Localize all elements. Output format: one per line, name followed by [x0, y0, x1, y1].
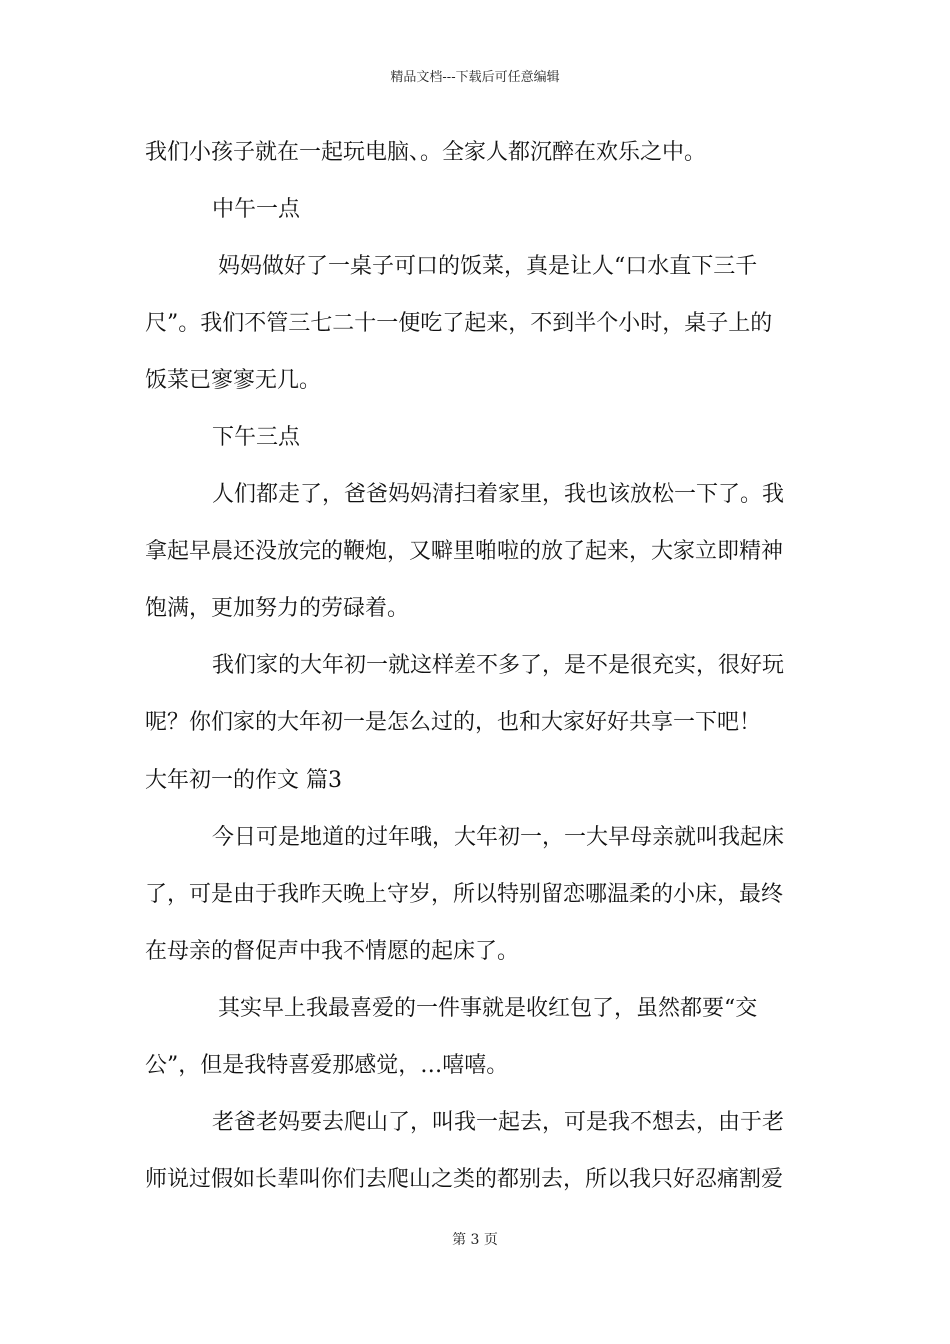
page-header: 精品文档---下载后可任意编辑: [390, 70, 560, 85]
body-line: 饭菜已寥寥无几。: [145, 368, 322, 393]
body-line: 公”，但是我特喜爱那感觉，…嘻嘻。: [145, 1053, 509, 1078]
body-line: 呢？你们家的大年初一是怎么过的，也和大家好好共享一下吧！: [145, 710, 762, 735]
body-line: 尺”。我们不管三七二十一便吃了起来，不到半个小时，桌子上的: [145, 311, 773, 336]
body-line: 了，可是由于我昨天晚上守岁，所以特别留恋哪温柔的小床，最终: [145, 882, 784, 907]
body-line: 今日可是地道的过年哦，大年初一，一大早母亲就叫我起床: [212, 825, 785, 850]
body-line: 饱满，更加努力的劳碌着。: [145, 596, 410, 621]
page-number: 第 3 页: [452, 1232, 498, 1248]
article-title: 大年初一的作文 篇3: [145, 768, 342, 793]
body-line: 在母亲的督促声中我不情愿的起床了。: [145, 939, 520, 964]
body-line: 人们都走了，爸爸妈妈清扫着家里，我也该放松一下了。我: [212, 482, 785, 507]
body-line: 我们小孩子就在一起玩电脑、。全家人都沉醉在欢乐之中。: [145, 140, 707, 165]
section-heading-noon: 中午一点: [212, 197, 301, 222]
body-line: 老爸老妈要去爬山了，叫我一起去，可是我不想去，由于老: [212, 1110, 785, 1135]
body-line: 拿起早晨还没放完的鞭炮，又噼里啪啦的放了起来，大家立即精神: [145, 539, 784, 564]
body-line: 我们家的大年初一就这样差不多了，是不是很充实，很好玩: [212, 653, 785, 678]
body-line: 师说过假如长辈叫你们去爬山之类的都别去，所以我只好忍痛割爱: [145, 1167, 784, 1192]
body-line: 其实早上我最喜爱的一件事就是收红包了，虽然都要“交: [218, 996, 758, 1021]
section-heading-afternoon: 下午三点: [212, 425, 301, 450]
body-line: 妈妈做好了一桌子可口的饭菜，真是让人“口水直下三千: [218, 254, 758, 279]
